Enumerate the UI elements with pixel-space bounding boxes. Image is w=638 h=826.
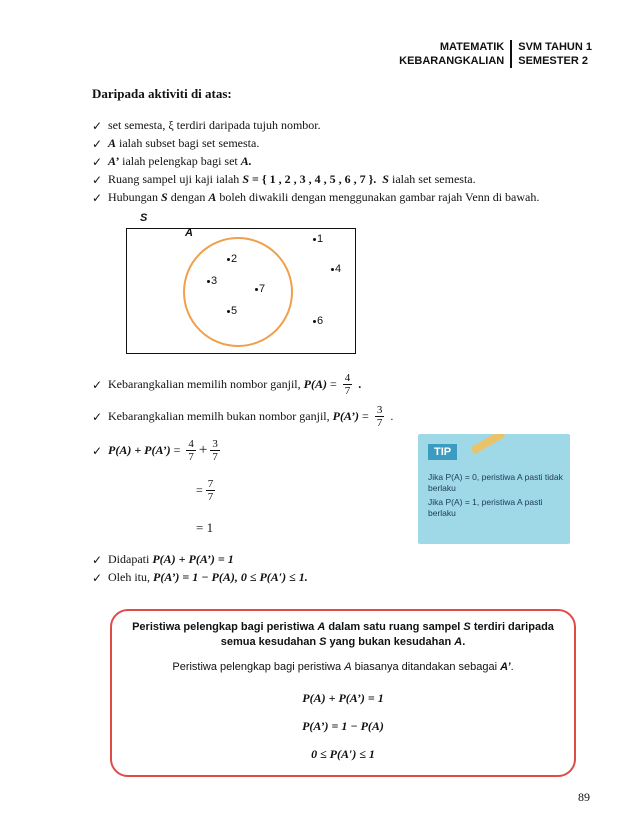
bullet-2: ✓ A ialah subset bagi set semesta.: [92, 136, 260, 151]
check-icon: ✓: [92, 377, 103, 392]
pencil-icon: [470, 434, 505, 454]
header-semester: SEMESTER 2: [518, 55, 588, 67]
check-icon: ✓: [92, 443, 103, 458]
header-right: [512, 40, 592, 68]
check-icon: ✓: [92, 172, 103, 187]
venn-element: 3: [207, 275, 217, 287]
venn-element: 7: [255, 283, 265, 295]
check-icon: ✓: [92, 118, 103, 133]
venn-diagram: [126, 228, 356, 354]
formula-2: P(A’) = 1 − P(A): [302, 719, 384, 733]
bullet-4: ✓ Ruang sampel uji kaji ialah S = { 1 , 2 , 3 , 4 , 5 , 6 , 7 }. S ialah set semesta.: [92, 172, 476, 187]
page-number: 89: [578, 790, 590, 804]
check-icon: ✓: [92, 154, 103, 169]
tip-box: [418, 434, 570, 544]
formula-3: 0 ≤ P(A′) ≤ 1: [311, 747, 375, 761]
definition-box: [110, 609, 576, 777]
conclusion-1: ✓ Didapati P(A) + P(A’) = 1: [92, 552, 234, 567]
venn-element: 1: [313, 233, 323, 245]
fraction: $\frac{7}{7}$: [207, 478, 214, 503]
venn-label-s: S: [140, 212, 148, 224]
venn-element: 4: [331, 263, 341, 275]
fraction: $\frac{3}{7}$: [376, 404, 383, 429]
prob-line-5: = 1: [196, 520, 214, 535]
page-header: [399, 40, 592, 68]
header-topic: KEBARANGKALIAN: [399, 55, 505, 67]
bullet-3: ✓ A’ ialah pelengkap bagi set A.: [92, 154, 252, 169]
check-icon: ✓: [92, 409, 103, 424]
formula-1: P(A) + P(A’) = 1: [302, 691, 384, 705]
prob-line-4: = $\frac{7}{7}$: [196, 478, 214, 503]
bullet-5: ✓ Hubungan S dengan A boleh diwakili dengan menggunakan gambar rajah Venn di bawah.: [92, 190, 540, 205]
section-title: Daripada aktiviti di atas:: [92, 86, 232, 101]
definition-line-1: Peristiwa pelengkap bagi peristiwa A dalam satu ruang sampel S terdiri daripada: [132, 621, 554, 633]
tip-tag: TIP: [428, 444, 457, 460]
check-icon: ✓: [92, 570, 103, 585]
definition-line-2: semua kesudahan S yang bukan kesudahan A.: [220, 636, 466, 648]
definition-line-3: Peristiwa pelengkap bagi peristiwa A biasanya ditandakan sebagai A’.: [172, 661, 514, 673]
fraction: $\frac{3}{7}$: [212, 438, 218, 463]
venn-element: 2: [227, 253, 237, 265]
bullet-1: ✓ set semesta, ξ terdiri daripada tujuh nombor.: [92, 118, 321, 133]
tip-text: Jika P(A) = 0, peristiwa A pasti tidak berlaku Jika P(A) = 1, peristiwa A pasti berlaku: [428, 472, 563, 518]
header-subject: MATEMATIK: [439, 41, 505, 53]
check-icon: ✓: [92, 190, 103, 205]
conclusion-2: ✓ Oleh itu, P(A’) = 1 − P(A), 0 ≤ P(A′) ≤ 1.: [92, 570, 308, 585]
prob-line-2: ✓ Kebarangkalian memilh bukan nombor ganjil, P(A’) = $\frac{3}{7}$ .: [92, 404, 394, 429]
set-a-circle: [183, 237, 293, 347]
venn-label-a: A: [185, 227, 193, 239]
prob-line-1: ✓ Kebarangkalian memilih nombor ganjil, P(A) = $\frac{4}{7}$ .: [92, 372, 362, 397]
venn-element: 6: [313, 315, 323, 327]
fraction: $\frac{4}{7}$: [188, 438, 194, 463]
check-icon: ✓: [92, 552, 103, 567]
fraction: $\frac{4}{7}$: [344, 372, 351, 397]
header-left: [399, 40, 512, 68]
check-icon: ✓: [92, 136, 103, 151]
prob-line-3: ✓ P(A) + P(A’) = $\frac{4}{7}$ + $\frac{3}{7}$: [92, 438, 218, 463]
header-year: SVM TAHUN 1: [518, 41, 592, 53]
venn-element: 5: [227, 305, 237, 317]
